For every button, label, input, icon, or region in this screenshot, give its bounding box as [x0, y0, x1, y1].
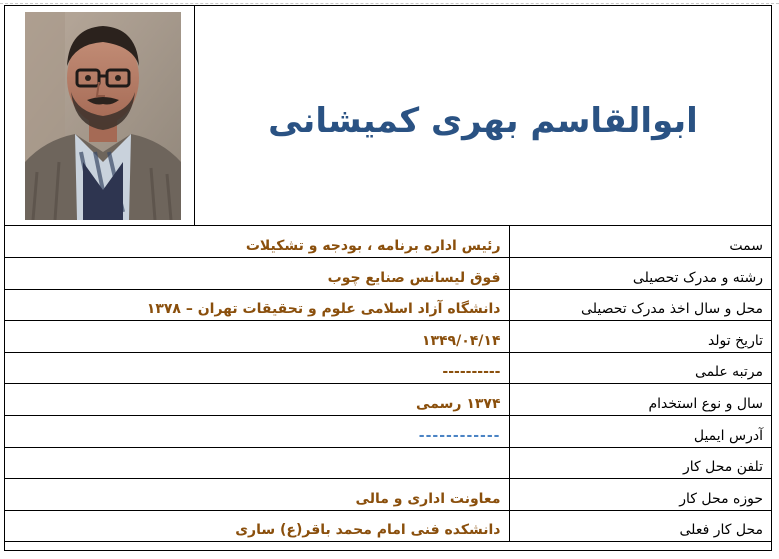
table-row: [5, 258, 771, 290]
birth-date-value: ۱۳۴۹/۰۴/۱۴: [5, 321, 509, 353]
employment-label: سال و نوع استخدام: [509, 384, 771, 416]
academic-rank-value: ----------: [5, 352, 509, 384]
position-value: رئیس اداره برنامه ، بودجه و تشکیلات: [5, 226, 509, 258]
table-row: [5, 416, 771, 448]
table-row: [5, 447, 771, 479]
email-value: ------------: [5, 416, 509, 448]
academic-rank-label: مرتبه علمی: [509, 352, 771, 384]
person-name: ابوالقاسم بهری کمیشانی: [268, 100, 698, 141]
table-row: [5, 352, 771, 384]
name-cell: [195, 6, 771, 225]
table-row: [5, 226, 771, 258]
profile-card: [4, 5, 772, 551]
employment-value: ۱۳۷۴ رسمی: [5, 384, 509, 416]
table-row: [5, 384, 771, 416]
email-label: آدرس ایمیل: [509, 416, 771, 448]
info-table: [5, 226, 771, 542]
current-workplace-value: دانشکده فنی امام محمد باقر(ع) ساری: [5, 510, 509, 542]
degree-label: رشته و مدرک تحصیلی: [509, 258, 771, 290]
degree-place-label: محل و سال اخذ مدرک تحصیلی: [509, 289, 771, 321]
work-area-value: معاونت اداری و مالی: [5, 479, 509, 511]
table-row: [5, 289, 771, 321]
table-row: [5, 479, 771, 511]
birth-date-label: تاریخ تولد: [509, 321, 771, 353]
work-phone-label: تلفن محل کار: [509, 447, 771, 479]
page-top-rule: [0, 0, 779, 4]
table-row: [5, 321, 771, 353]
current-workplace-label: محل کار فعلی: [509, 510, 771, 542]
degree-place-value: دانشگاه آزاد اسلامی علوم و تحقیقات تهران – ۱۳۷۸: [5, 289, 509, 321]
table-row: [5, 510, 771, 542]
position-label: سمت: [509, 226, 771, 258]
photo-cell: [5, 6, 195, 225]
degree-value: فوق لیسانس صنایع چوب: [5, 258, 509, 290]
work-phone-value: [5, 447, 509, 479]
profile-photo: [25, 12, 181, 220]
profile-header: [5, 6, 771, 226]
work-area-label: حوزه محل کار: [509, 479, 771, 511]
